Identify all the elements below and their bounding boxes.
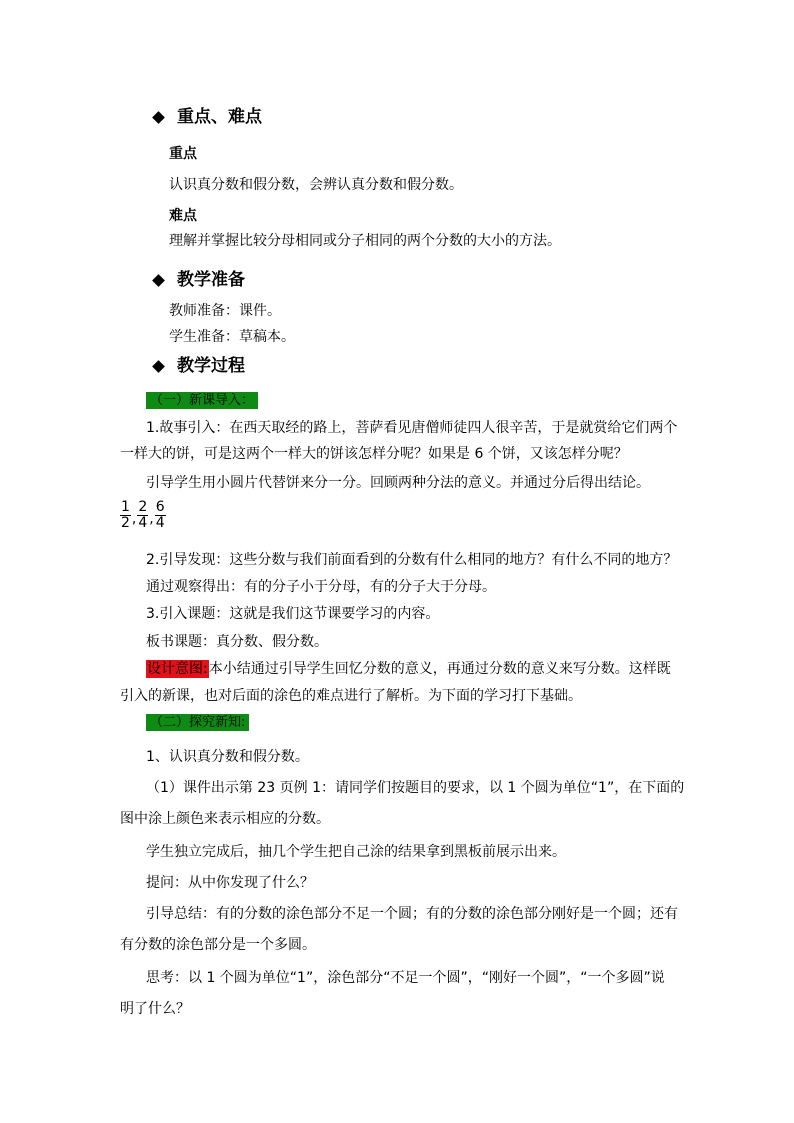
ask-line: 提问：从中你发现了什么？ <box>146 875 314 891</box>
teacher-preparation: 教师准备：课件。 <box>169 303 281 319</box>
section-heading-preparation: 教学准备 <box>177 270 245 290</box>
observe-line: 通过观察得出：有的分子小于分母，有的分子大于分母。 <box>146 579 496 595</box>
design-line-2: 引入的新课，也对后面的涂色的难点进行了解析。为下面的学习打下基础。 <box>120 688 582 704</box>
section-heading-key-points: 重点、难点 <box>177 107 262 127</box>
fraction: $\frac{6}{4}$ <box>155 499 165 531</box>
part1-tag: （一）新课导入： <box>146 392 258 409</box>
student-preparation: 学生准备：草稿本。 <box>169 329 295 345</box>
bullet-diamond-icon <box>152 360 165 373</box>
summary-line-2: 有分数的涂色部分是一个多圆。 <box>120 937 316 953</box>
summary-line-1: 引导总结：有的分数的涂色部分不足一个圆；有的分数的涂色部分刚好是一个圆；还有 <box>146 906 678 922</box>
difficulty-label: 难点 <box>169 208 197 224</box>
difficulty-text: 理解并掌握比较分母相同或分子相同的两个分数的大小的方法。 <box>169 233 561 249</box>
item-1: 1、认识真分数和假分数。 <box>146 749 309 765</box>
focus-label: 重点 <box>169 146 197 162</box>
example-line-1: （1）课件出示第 23 页例 1：请同学们按题目的要求，以 1 个圆为单位“1”，在下面的 <box>146 780 685 796</box>
student-line: 学生独立完成后，抽几个学生把自己涂的结果拿到黑板前展示出来。 <box>146 844 566 860</box>
design-tag: 设计意图: <box>147 661 208 677</box>
topic-line: 3.引入课题：这就是我们这节课要学习的内容。 <box>146 606 440 622</box>
think-line-2: 明了什么？ <box>120 1001 190 1017</box>
example-line-2: 图中涂上颜色来表示相应的分数。 <box>120 811 330 827</box>
fraction: $\frac{2}{4}$ <box>138 499 148 531</box>
guide-line: 引导学生用小圆片代替饼来分一分。回顾两种分法的意义。并通过分后得出结论。 <box>146 475 650 491</box>
story-line-1: 1.故事引入：在西天取经的路上，菩萨看见唐僧师徒四人很辛苦，于是就赏给它们两个 <box>146 420 678 436</box>
story-line-2: 一样大的饼，可是这两个一样大的饼该怎样分呢？如果是 6 个饼，又该怎样分呢？ <box>120 446 628 462</box>
comma: , <box>149 510 154 527</box>
bullet-diamond-icon <box>152 274 165 287</box>
think-line-1: 思考：以 1 个圆为单位“1”，涂色部分“不足一个圆”，“刚好一个圆”，“一个多圆”说 <box>146 970 665 986</box>
comma: , <box>131 510 137 527</box>
design-line-1 <box>146 660 671 678</box>
section-heading-process: 教学过程 <box>177 356 245 376</box>
part2-tag: （二）探究新知: <box>146 714 249 731</box>
design-text-1: 本小结通过引导学生回忆分数的意义，再通过分数的意义来写分数。这样既 <box>208 661 671 677</box>
board-line: 板书课题：真分数、假分数。 <box>146 634 328 650</box>
fraction: $\frac{1}{2}$ <box>121 499 130 531</box>
fraction-list <box>120 500 166 531</box>
bullet-diamond-icon <box>152 111 165 124</box>
discover-line: 2.引导发现：这些分数与我们前面看到的分数有什么相同的地方？有什么不同的地方？ <box>146 552 678 568</box>
focus-text: 认识真分数和假分数，会辨认真分数和假分数。 <box>169 177 463 193</box>
